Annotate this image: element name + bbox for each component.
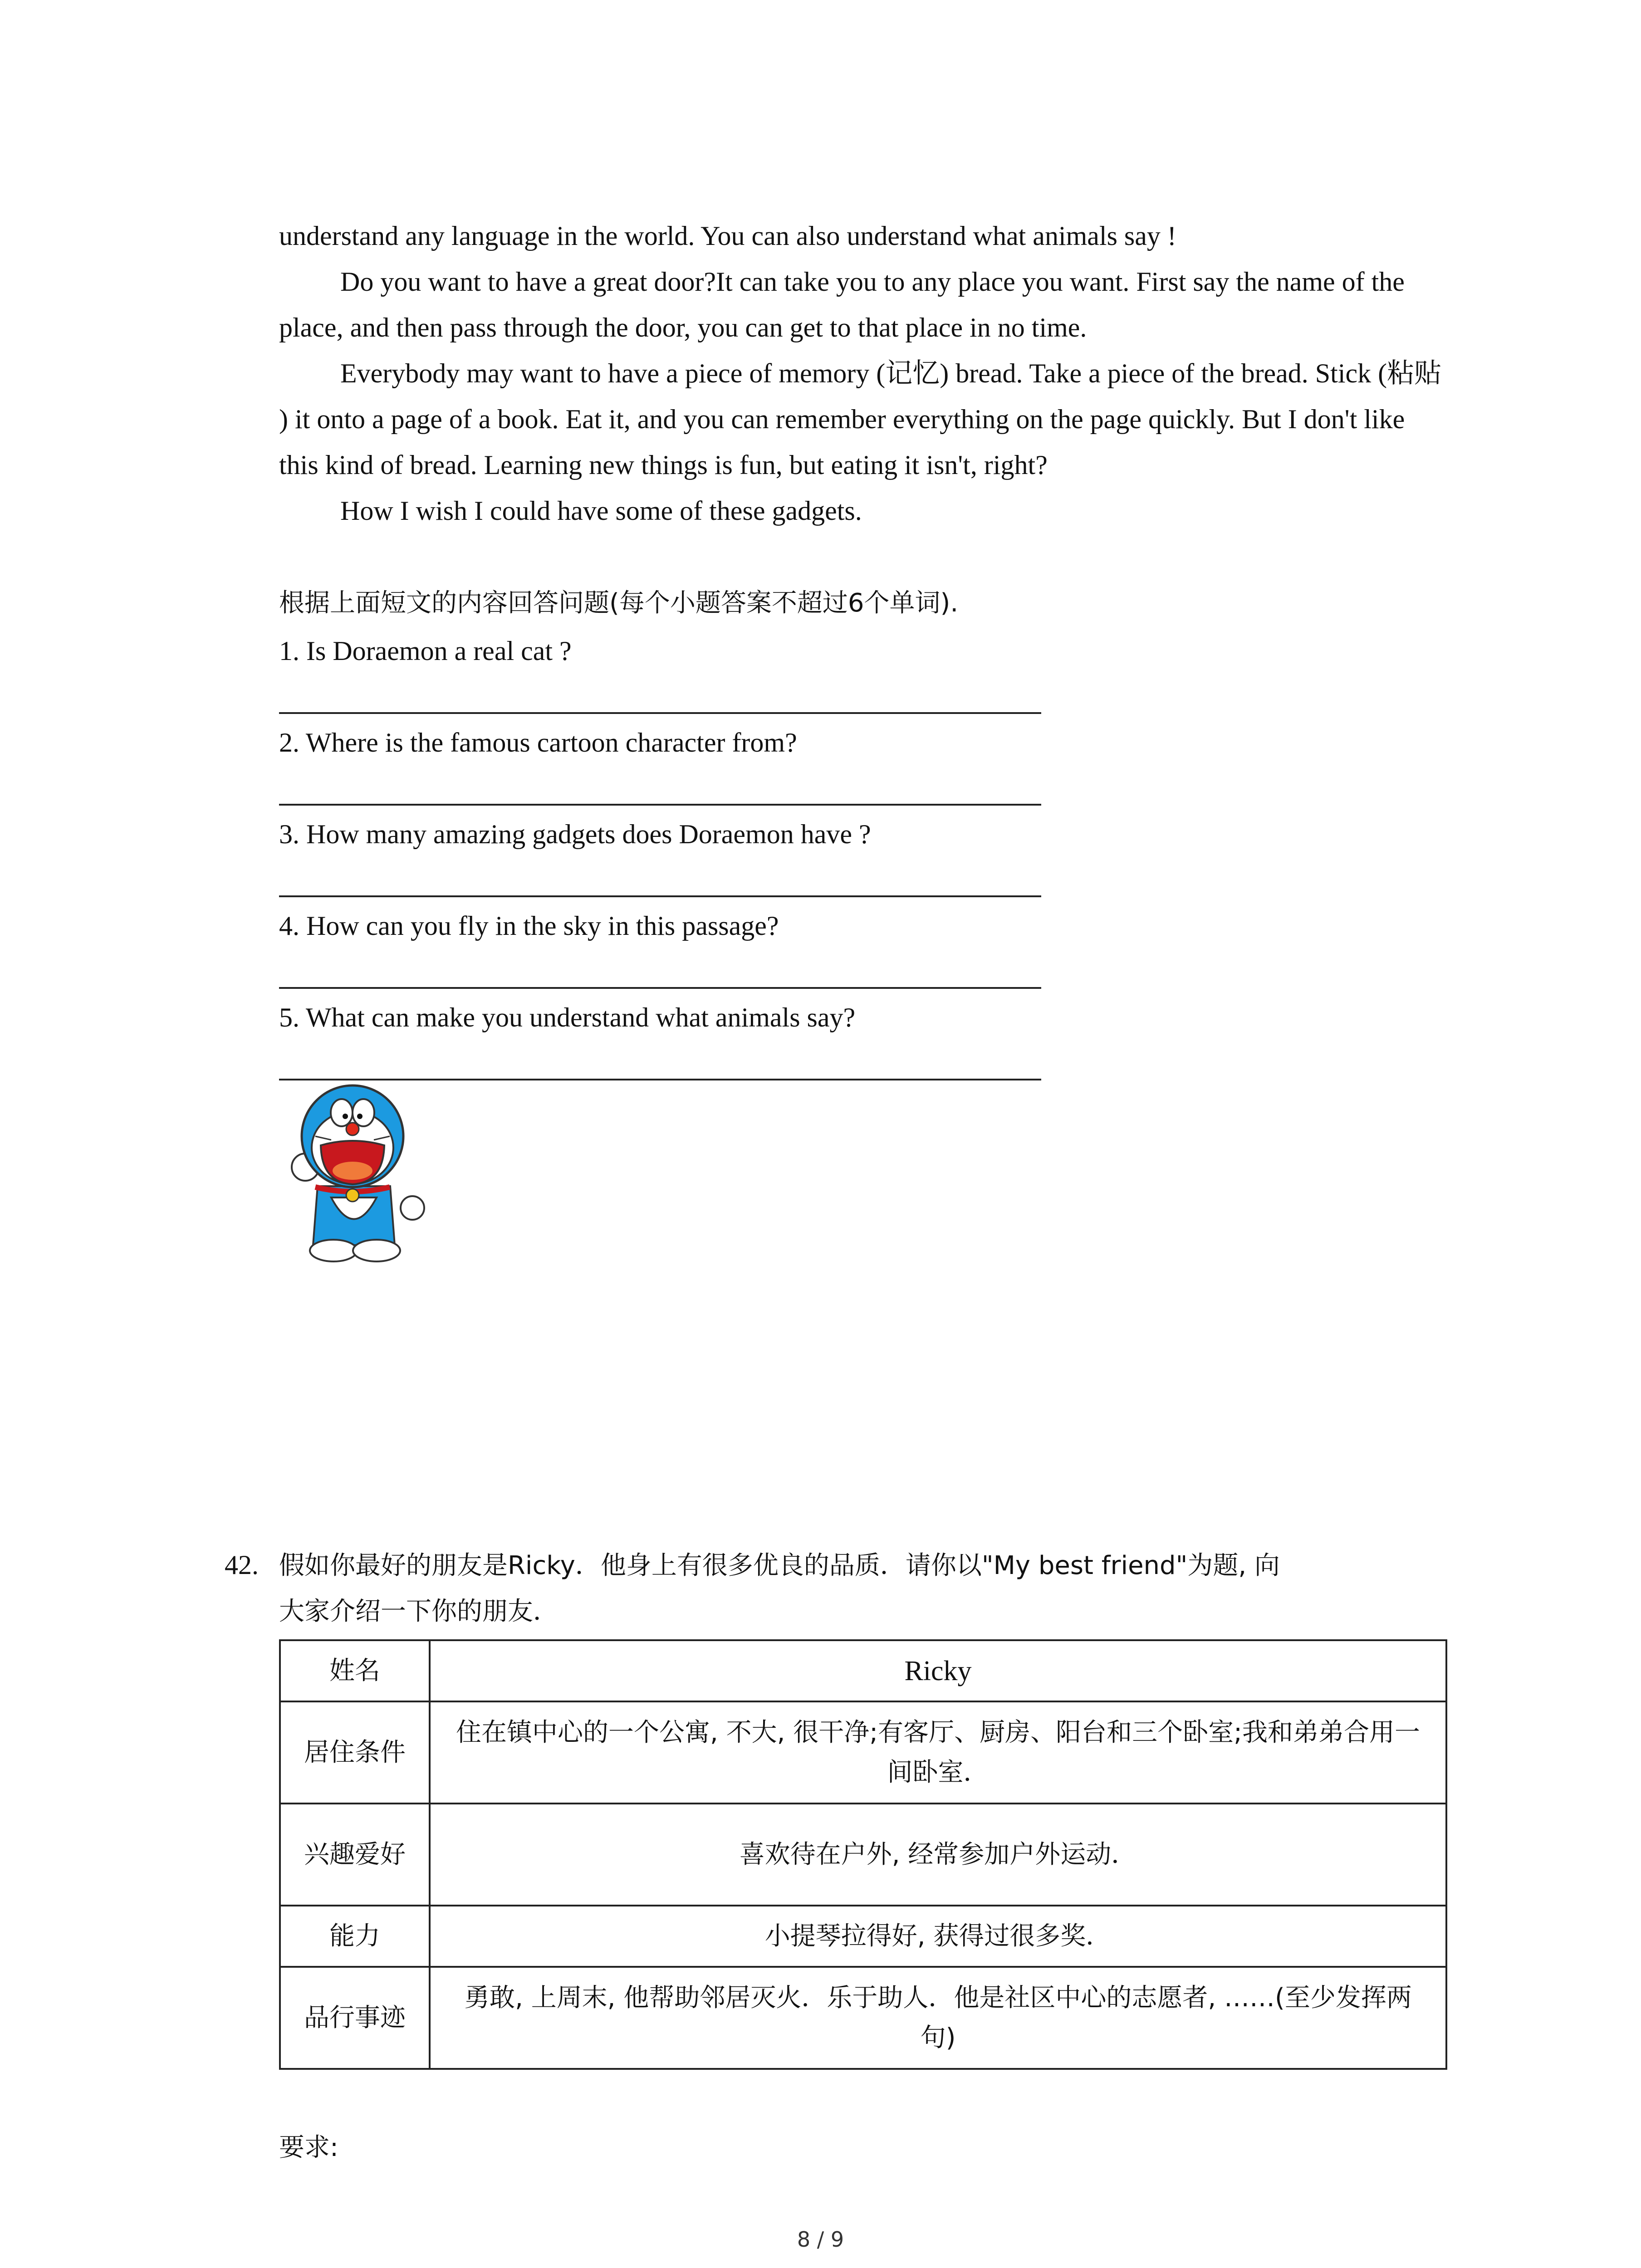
requirements-label: 要求: (279, 2133, 338, 2162)
friend-info-table (279, 1639, 1447, 2070)
table-value: 喜欢待在户外, 经常参加户外运动． (430, 1804, 1446, 1906)
table-row (280, 1640, 1446, 1701)
table-label: 品行事迹 (280, 1967, 430, 2069)
passage-paragraph: Do you want to have a great door?It can take you to any place you want. First say the name of the place, and then pass through the door, you can get to that place in no time. (279, 267, 1405, 342)
answer-line-2[interactable] (279, 804, 1041, 806)
page-number: 8 / 9 (797, 2227, 844, 2252)
question-3: 3. How many amazing gadgets does Doraemon have ? (279, 819, 871, 849)
passage-paragraph: understand any language in the world. You can also understand what animals say ! (279, 221, 1176, 251)
question-1: 1. Is Doraemon a real cat ? (279, 636, 572, 666)
answer-line-5[interactable] (279, 1079, 1041, 1080)
question-2: 2. Where is the famous cartoon character from? (279, 728, 797, 758)
doraemon-icon (274, 1082, 433, 1263)
table-label: 能力 (280, 1906, 430, 1967)
question-42-text: 假如你最好的朋友是Ricky．他身上有很多优良的品质．请你以"My best friend"为题, 向 (279, 1551, 1280, 1580)
table-label: 姓名 (280, 1640, 430, 1701)
question-5: 5. What can make you understand what animals say? (279, 1002, 856, 1032)
table-value: 小提琴拉得好, 获得过很多奖． (430, 1906, 1446, 1967)
table-row (280, 1701, 1446, 1804)
answer-line-1[interactable] (279, 712, 1041, 714)
table-value: 住在镇中心的一个公寓, 不大, 很干净;有客厅、厨房、阳台和三个卧室;我和弟弟合用一间卧室． (430, 1701, 1446, 1804)
passage-paragraph: Everybody may want to have a piece of memory (记忆) bread. Take a piece of the bread. Stick (粘贴 ) it onto a page of a book. Eat it, and you can remember everything on the page quickly. But I don't like this kind of bread. Learning new things is fun, but eating it isn't, right? (279, 358, 1442, 480)
answer-line-4[interactable] (279, 987, 1041, 989)
instruction-text: 根据上面短文的内容回答问题(每个小题答案不超过6个单词). (279, 588, 959, 618)
table-row (280, 1804, 1446, 1906)
question-4: 4. How can you fly in the sky in this passage? (279, 911, 779, 941)
table-label: 兴趣爱好 (280, 1804, 430, 1906)
table-value: Ricky (430, 1640, 1446, 1701)
question-42 (225, 1542, 1450, 1634)
question-42-text-cont: 大家介绍一下你的朋友． (279, 1597, 558, 1626)
table-value: 勇敢, 上周末, 他帮助邻居灭火．乐于助人．他是社区中心的志愿者, ……(至少发挥两句) (430, 1967, 1446, 2069)
question-number: 42. (225, 1550, 259, 1580)
table-row (280, 1967, 1446, 2069)
passage-paragraph: How I wish I could have some of these gadgets. (340, 496, 862, 526)
table-row (280, 1906, 1446, 1967)
answer-line-3[interactable] (279, 895, 1041, 897)
table-label: 居住条件 (280, 1701, 430, 1804)
